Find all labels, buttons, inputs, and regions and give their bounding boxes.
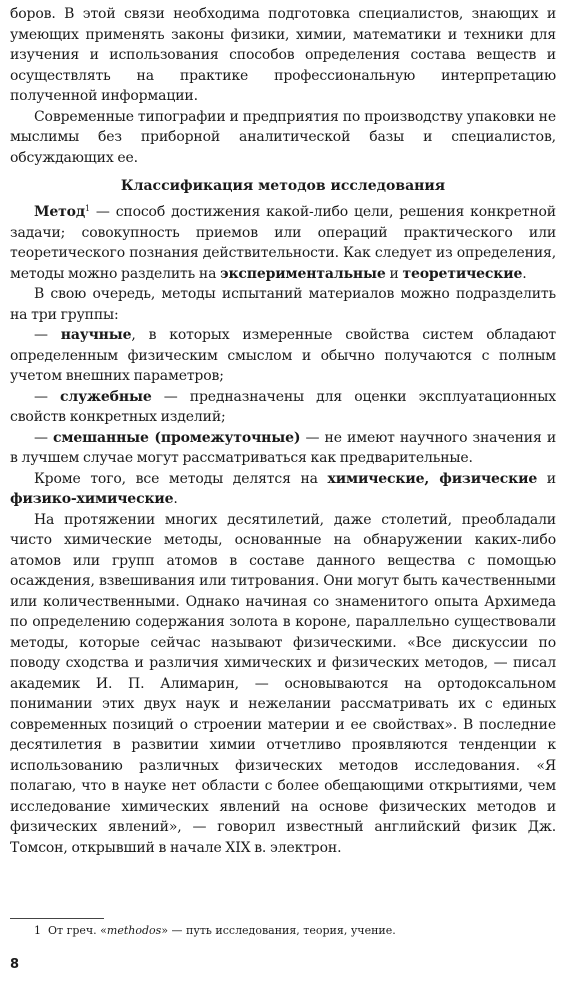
term-scientific: научные [60, 327, 132, 343]
mixed-text: — не имеют научного значения и в лучшем случае могут рассматриваться как предварительные. [10, 429, 557, 466]
term-theoretical: теоретические [402, 265, 523, 282]
term-physico-chemical: физико-химические [10, 491, 174, 507]
scientific-text: , в которых измеренные свойства систем обладают определенным физическим смыслом и обычно получаются с полным учетом внешних параметров; [10, 327, 556, 384]
conjunction: и [385, 265, 403, 282]
footnote [34, 924, 396, 938]
paragraph-history: На протяжении многих десятилетий, даже столетий, преобладали чисто химические методы, основанные на обнаружении каких-либо атомов или групп атомов в составе данного вещества с помощью осаждения, взвешивания или титрования. Они могут быть качественными или количественными. Однако начиная со знаменитого опыта Архимеда по определению содержания золота в короне, параллельно существовали методы, которые сейчас называют физическими. «Все дискуссии по поводу сходства и различия химических и физических методов, — писал академик И. П. Алимарин, — основываются на ортодоксальном понимании этих двух наук и нежелании рассматривать их с единых современных позиций о строении материи и ее свойствах». В последние десятилетия в развитии химии отчетливо проявляются тенденции к использованию различных физических методов исследования. «Я полагаю, что в науке нет области с более обещающими открытиями, чем исследование химических явлений на основе физических методов и физических явлений», — говорил известный английский физик Дж. Томсон, открывший в начале XIX в. электрон. [10, 511, 556, 856]
paragraph-method-definition [10, 202, 556, 284]
period: . [522, 265, 527, 282]
section-heading: Классификация методов исследования [120, 178, 446, 194]
paragraph-printing: Современные типографии и предприятия по производству упаковки не мыслимы без приборной аналитической базы и специалистов, обсуждающих ее. [10, 108, 556, 166]
term-service: служебные [60, 388, 152, 405]
paragraph-intro: боров. В этой связи необходима подготовка специалистов, знающих и умеющих применять законы физики, химии, математики и техники для изучения и использования способов определения состава веществ и осуществлять на практике профессиональную интерпретацию полученной информации. [10, 6, 556, 104]
paragraph-groups-intro: В свою очередь, методы испытаний материалов можно подразделить на три группы: [10, 286, 556, 323]
method-definition-text: — способ достижения какой-либо цели, решения конкретной задачи; совокупность приемов или операций практического или теоретического познания действительности. Как следует из определения, методы можно разделить на [10, 204, 556, 282]
method-types-text: Кроме того, все методы делятся на [34, 470, 328, 487]
conjunction: и [537, 470, 556, 487]
dash: — [34, 388, 61, 405]
footnote-number: 1 [34, 924, 41, 937]
footnote-text: » — путь исследования, теория, учение. [161, 924, 396, 937]
page-body [10, 4, 556, 858]
paragraph-method-types [10, 469, 556, 510]
term-mixed: смешанные (промежуточные) [53, 429, 301, 446]
list-item-scientific [10, 325, 556, 387]
term-method: Метод [34, 204, 85, 220]
dash: — [34, 327, 61, 343]
list-item-mixed [10, 428, 556, 469]
term-chemical-physical: химические, физические [327, 470, 538, 487]
term-experimental: экспериментальные [220, 265, 386, 282]
list-item-service [10, 387, 556, 428]
period: . [173, 491, 178, 507]
dash: — [34, 429, 54, 446]
footnote-term: methodos [106, 924, 162, 937]
footnote-divider [10, 918, 104, 919]
footnote-ref[interactable]: 1 [85, 204, 90, 213]
page-number: 8 [10, 957, 20, 972]
footnote-prefix: От греч. « [48, 924, 107, 937]
service-text: — предназначены для оценки эксплуатационных свойств конкретных изделий; [10, 388, 557, 425]
